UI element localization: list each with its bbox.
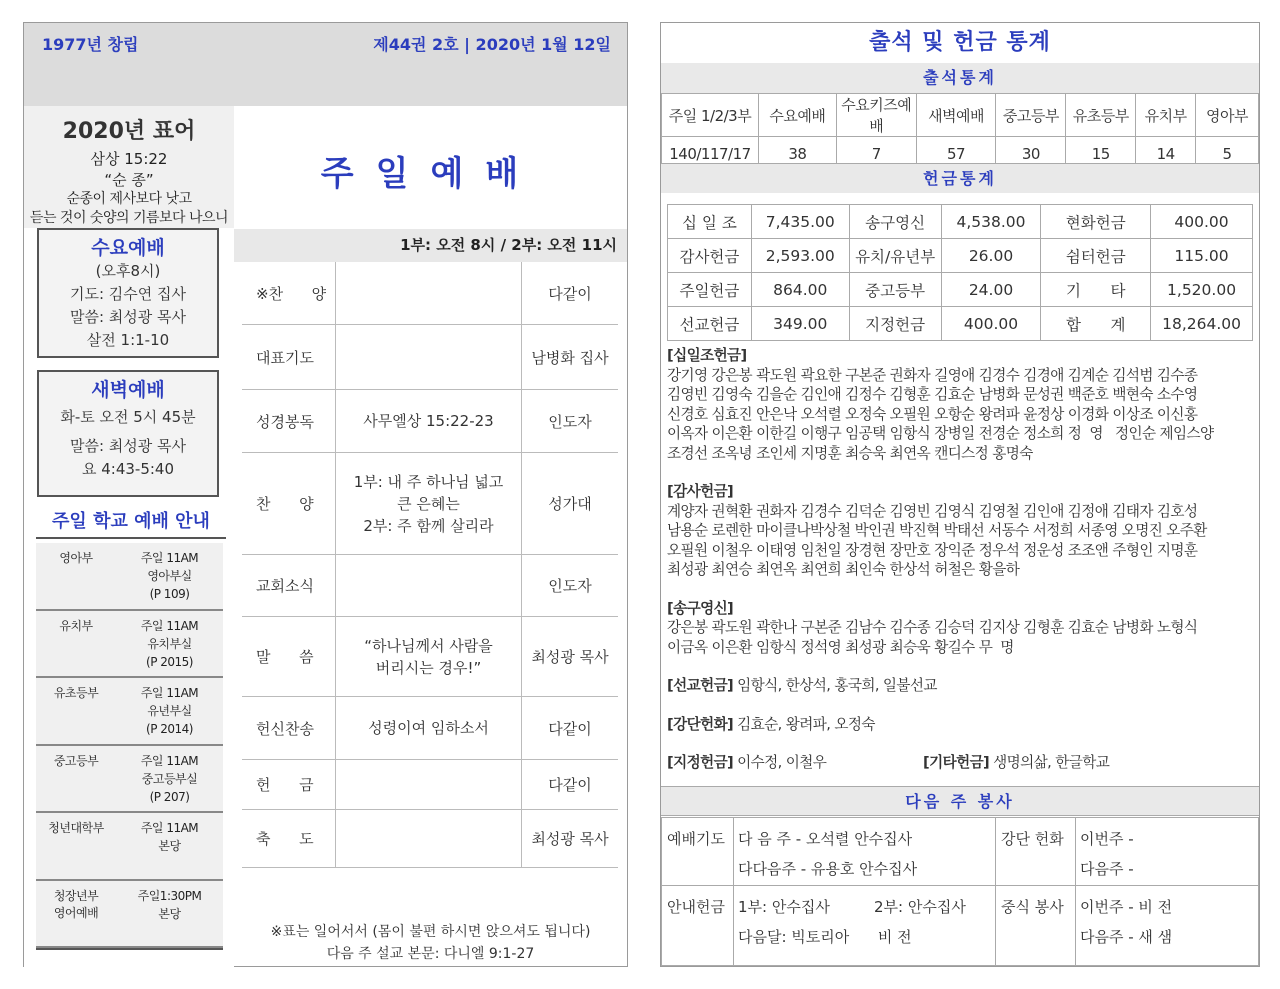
donor-line: 신경호 심효진 안은낙 오석렬 오정숙 오필원 오항순 왕려파 윤정상 이경화 이상조 이신홍: [667, 405, 1198, 423]
offering-label: 송구영신: [849, 205, 941, 239]
meal-this-week: 이번주 - 비 전: [1080, 898, 1173, 916]
item-leader: 성가대: [548, 495, 592, 513]
prayer-cell: [734, 818, 996, 886]
tithe-heading: [십일조헌금]: [667, 347, 747, 364]
offering-label: 십 일 조: [668, 205, 752, 239]
wednesday-passage: 살전 1:1-10: [86, 331, 170, 349]
offering-label: 주일헌금: [668, 273, 752, 307]
dept-info-line: 주일 11AM: [140, 618, 199, 633]
wednesday-service-box: [37, 228, 219, 358]
item-label: ※찬 양: [256, 284, 327, 303]
sunday-school-table: [36, 543, 223, 950]
order-of-worship: [242, 262, 618, 868]
item-content: [335, 760, 522, 809]
offering-amount: 864.00: [751, 273, 849, 307]
attendance-value: 140/117/17: [662, 137, 759, 172]
dept-info-line: 유치부실: [147, 636, 192, 651]
altar-next-week: 다음주 -: [1080, 860, 1134, 878]
worship-title: 주일예배: [320, 154, 541, 194]
item-content: [335, 810, 522, 867]
prayer-next: 다 음 주 - 오석렬 안수집사: [738, 830, 913, 848]
altar-this-week: 이번주 -: [1080, 830, 1134, 848]
service-times: 1부: 오전 8시 / 2부: 오전 11시: [234, 229, 627, 262]
dept-info-line: (P 207): [149, 789, 190, 804]
attendance-value: 38: [758, 137, 836, 172]
attendance-header: 중고등부: [996, 94, 1066, 137]
donor-lists: [667, 346, 1255, 773]
sunday-school-row: [36, 543, 223, 611]
dept-info-line: 주일 11AM: [140, 753, 199, 768]
item-label: 말 씀: [256, 648, 314, 666]
attendance-value: 7: [836, 137, 916, 172]
designated-section: [667, 753, 923, 773]
other-section: [923, 753, 1109, 773]
dept-info-line: 주일 11AM: [140, 821, 199, 835]
item-leader: 다같이: [548, 284, 592, 303]
dawn-title: 새벽예배: [91, 379, 165, 401]
dawn-passage: 요 4:43-5:40: [81, 460, 175, 478]
attendance-header: 수요예배: [758, 94, 836, 137]
attendance-header: 수요키즈예배: [836, 94, 916, 137]
worship-item: [242, 325, 618, 390]
item-leader: 인도자: [548, 577, 592, 595]
prayer-after: 다다음주 - 유용호 안수집사: [738, 860, 918, 878]
thanks-section: [667, 482, 1255, 580]
mission-heading: [선교헌금]: [667, 677, 734, 694]
offering-amount: 18,264.00: [1151, 307, 1253, 341]
attendance-header: 영아부: [1196, 94, 1259, 137]
dawn-sermon: 말씀: 최성광 목사: [69, 437, 187, 455]
worship-item: [242, 760, 618, 810]
dept-info: [116, 881, 223, 947]
attendance-value: 14: [1136, 137, 1196, 172]
meal-next-week: 다음주 - 새 샘: [1080, 928, 1173, 946]
attendance-value: 15: [1066, 137, 1136, 172]
worship-item: [242, 390, 618, 453]
next-week-title: 다음 주 봉사: [661, 786, 1259, 816]
item-content: “하나님께서 사람을 버리시는 경우!”: [335, 617, 522, 696]
item-label: 헌 금: [256, 776, 314, 794]
offering-amount: 24.00: [941, 273, 1041, 307]
dept-info: [116, 746, 223, 812]
offering-title: 헌금통계: [661, 163, 1259, 193]
worship-item: [242, 697, 618, 760]
item-content: 성령이여 임하소서: [335, 697, 522, 759]
donor-line: 조경선 조옥녕 조인세 지명훈 최승욱 최연옥 캔디스정 홍명숙: [667, 444, 1033, 462]
offering-amount: 1,520.00: [1151, 273, 1253, 307]
worship-item: [242, 555, 618, 617]
dept-info: [116, 543, 223, 609]
sunday-worship: [234, 106, 627, 967]
other-heading: [기타헌금]: [923, 754, 990, 771]
worship-item: [242, 617, 618, 697]
donor-line: 김영빈 김영숙 김을순 김인애 김정수 김형훈 김효순 남병화 문성권 백준호 백현숙 소수영: [667, 386, 1198, 403]
attendance-value: 57: [916, 137, 996, 172]
item-content: [335, 325, 522, 389]
attendance-title: 출석통계: [661, 63, 1259, 93]
offering-row: [668, 239, 1253, 273]
item-leader: 다같이: [548, 719, 592, 738]
stats-title: 출석 및 헌금 통계: [869, 30, 1051, 55]
dept-info-line: (P 2014): [146, 722, 193, 736]
right-page: [660, 22, 1260, 967]
usher-cell: [734, 886, 996, 966]
dept-info-line: 중고등부실: [141, 771, 198, 786]
donor-line: 오필원 이철우 이태영 임천일 장경현 장만호 장익준 정우석 정운성 조조앤 주형인 지명훈: [667, 541, 1198, 559]
newyear-names: [667, 618, 1255, 657]
usher-first: 1부: 안수집사: [738, 898, 830, 916]
sunday-school-row: [36, 678, 223, 746]
worship-item: [242, 453, 618, 555]
item-label: 축 도: [256, 830, 314, 848]
item-leader: 최성광 목사: [531, 830, 609, 848]
standing-note: ※표는 일어서서 (몸이 불편 하시면 앉으셔도 됩니다): [270, 924, 591, 940]
dept-name: 유초등부: [53, 686, 99, 700]
offering-label: 기 타: [1041, 273, 1151, 307]
dept-info: [116, 813, 223, 879]
flower-heading: [강단헌화]: [667, 715, 734, 733]
dept-info-line: 주일 11AM: [140, 686, 199, 700]
offering-label: 선교헌금: [668, 307, 752, 341]
offering-label: 중고등부: [849, 273, 941, 307]
dept-info-line: (P 2015): [146, 654, 193, 669]
donor-line: 이옥자 이은환 이한길 이행구 임공택 임항식 장병일 전경순 정소희 정 영 정인순 제임스양: [667, 425, 1214, 442]
offering-amount: 349.00: [751, 307, 849, 341]
attendance-header-row: [662, 94, 1259, 137]
tithe-names: [667, 366, 1255, 464]
dept-info: [116, 611, 223, 677]
offering-row: [668, 205, 1253, 239]
wednesday-title: 수요예배: [91, 237, 165, 259]
flower-names: 김효순, 왕려파, 오정숙: [733, 715, 875, 733]
dept-info-line: 주일1:30PM: [137, 888, 202, 903]
sunday-school-row: [36, 813, 223, 881]
dept-name: 중고등부: [53, 753, 99, 768]
offering-label: 쉼터헌금: [1041, 239, 1151, 273]
newyear-heading: [송구영신]: [667, 599, 734, 617]
dept-info-line: 주일 11AM: [140, 551, 199, 565]
attendance-header: 유초등부: [1066, 94, 1136, 137]
attendance-value: 5: [1196, 137, 1259, 172]
dept-info: [116, 678, 223, 744]
item-content: 사무엘상 15:22-23: [335, 390, 522, 452]
dept-name: 유치부: [59, 618, 93, 633]
wednesday-sermon: 말씀: 최성광 목사: [69, 308, 187, 326]
dept-name: 청장년부 영어예배: [53, 888, 99, 920]
dept-info-line: 유년부실: [147, 704, 192, 718]
wednesday-prayer: 기도: 김수연 집사: [69, 285, 187, 303]
offering-amount: 2,593.00: [751, 239, 849, 273]
mission-section: [667, 676, 1255, 696]
item-label: 대표기도: [256, 348, 314, 367]
item-content: [335, 262, 522, 324]
other-names: 생명의삶, 한글학교: [989, 754, 1110, 771]
donor-line: 강은봉 곽도원 곽한나 구본준 김남수 김수종 김승덕 김지상 김형훈 김효순 남병화 노형식: [667, 619, 1198, 636]
dept-info-line: 영아부실: [147, 569, 192, 583]
attendance-value: 30: [996, 137, 1066, 172]
usher-label: 안내헌금: [662, 886, 734, 966]
item-label: 성경봉독: [256, 412, 314, 431]
item-leader: 최성광 목사: [531, 648, 609, 666]
offering-row: [668, 307, 1253, 341]
dept-info-line: 본당: [158, 906, 181, 921]
usher-row-1: [738, 892, 995, 922]
issue-info: 제44권 2호 | 2020년 1월 12일: [373, 35, 611, 54]
next-sermon-text: 다음 주 설교 본문: 다니엘 9:1-27: [326, 946, 535, 962]
offering-label: 지정헌금: [849, 307, 941, 341]
tithe-section: [667, 346, 1255, 463]
sunday-school-row: [36, 746, 223, 814]
bulletin-header: [24, 23, 627, 106]
dept-info-line: (P 109): [149, 587, 190, 601]
donor-line: 이금옥 이은환 임항식 정석영 최성광 최승욱 황길수 무 명: [667, 638, 1014, 656]
sidebar: [24, 106, 234, 967]
motto-name: “순 종”: [104, 171, 154, 189]
attendance-header: 새벽예배: [916, 94, 996, 137]
motto-title: 2020년 표어: [62, 119, 196, 144]
item-leader: 다같이: [548, 776, 592, 794]
item-content: [335, 555, 522, 616]
item-label: 찬 양: [256, 495, 314, 513]
worship-item: [242, 810, 618, 868]
item-content: 1부: 내 주 하나님 넓고 큰 은혜는 2부: 주 함께 살리라: [335, 453, 522, 554]
offering-label: 합 계: [1041, 307, 1151, 341]
item-leader: 인도자: [548, 412, 592, 431]
motto-reference: 삼상 15:22: [90, 150, 168, 168]
thanks-heading: [감사헌금]: [667, 483, 734, 500]
meal-cell: [1076, 886, 1259, 966]
thanks-names: [667, 502, 1255, 580]
worship-item: [242, 262, 618, 325]
offering-table: [667, 204, 1253, 341]
year-motto: [24, 106, 234, 228]
prayer-label: 예배기도: [662, 818, 734, 886]
flower-section: [667, 715, 1255, 735]
donor-line: 남용순 로렌한 마이클나박상철 박인권 박진혁 박태선 서동수 서정희 서종영 오명진 오주환: [667, 522, 1207, 539]
offering-amount: 4,538.00: [941, 205, 1041, 239]
donor-line: 계양자 권혁환 권화자 김경수 김덕순 김영빈 김영식 김영철 김인애 김정애 김태자 김호성: [667, 502, 1198, 520]
offering-row: [668, 273, 1253, 307]
offering-label: 현화헌금: [1041, 205, 1151, 239]
dawn-time: 화-토 오전 5시 45분: [60, 408, 196, 426]
mission-names: 임항식, 한상석, 홍국희, 일불선교: [733, 677, 937, 694]
item-label: 헌신찬송: [256, 719, 314, 738]
newyear-section: [667, 599, 1255, 658]
usher-next-month: 다음달: 빅토리아 비 전: [738, 928, 912, 946]
offering-amount: 400.00: [941, 307, 1041, 341]
donor-line: 강기영 강은봉 곽도원 곽요한 구본준 권화자 길영애 김경수 김경애 김계순 김석범 김수종: [667, 366, 1198, 384]
offering-amount: 26.00: [941, 239, 1041, 273]
designated-heading: [지정헌금]: [667, 754, 734, 771]
sunday-school-row: [36, 881, 223, 949]
footnote: [234, 921, 627, 965]
offering-label: 감사헌금: [668, 239, 752, 273]
item-label: 교회소식: [256, 577, 314, 595]
attendance-table: [661, 93, 1259, 172]
altar-label: 강단 헌화: [996, 818, 1076, 886]
designated-other-row: [667, 753, 1255, 773]
designated-names: 이수정, 이철우: [733, 754, 827, 771]
dept-name: 청년대학부: [48, 821, 104, 835]
next-week-table: [661, 817, 1259, 966]
donor-line: 최성광 최연승 최연옥 최연희 최인숙 한상석 허철은 황을하: [667, 561, 1020, 578]
offering-amount: 115.00: [1151, 239, 1253, 273]
attendance-header: 주일 1/2/3부: [662, 94, 759, 137]
motto-line-1: 순종이 제사보다 낫고: [66, 191, 192, 207]
altar-cell: [1076, 818, 1259, 886]
meal-label: 중식 봉사: [996, 886, 1076, 966]
sunday-school-row: [36, 611, 223, 679]
wednesday-time: (오후8시): [95, 262, 161, 280]
offering-amount: 7,435.00: [751, 205, 849, 239]
dept-info-line: 본당: [158, 839, 181, 853]
offering-label: 유치/유년부: [849, 239, 941, 273]
usher-second: 2부: 안수집사: [874, 898, 966, 916]
left-page: [23, 22, 628, 967]
item-leader: 남병화 집사: [531, 348, 609, 367]
sunday-school-title: 주일 학교 예배 안내: [36, 507, 226, 539]
dawn-service-box: [37, 370, 219, 497]
founded-year: 1977년 창립: [42, 35, 139, 54]
offering-amount: 400.00: [1151, 205, 1253, 239]
dept-name: 영아부: [59, 551, 93, 565]
motto-line-2: 듣는 것이 숫양의 기름보다 나으니: [29, 210, 229, 226]
attendance-header: 유치부: [1136, 94, 1196, 137]
